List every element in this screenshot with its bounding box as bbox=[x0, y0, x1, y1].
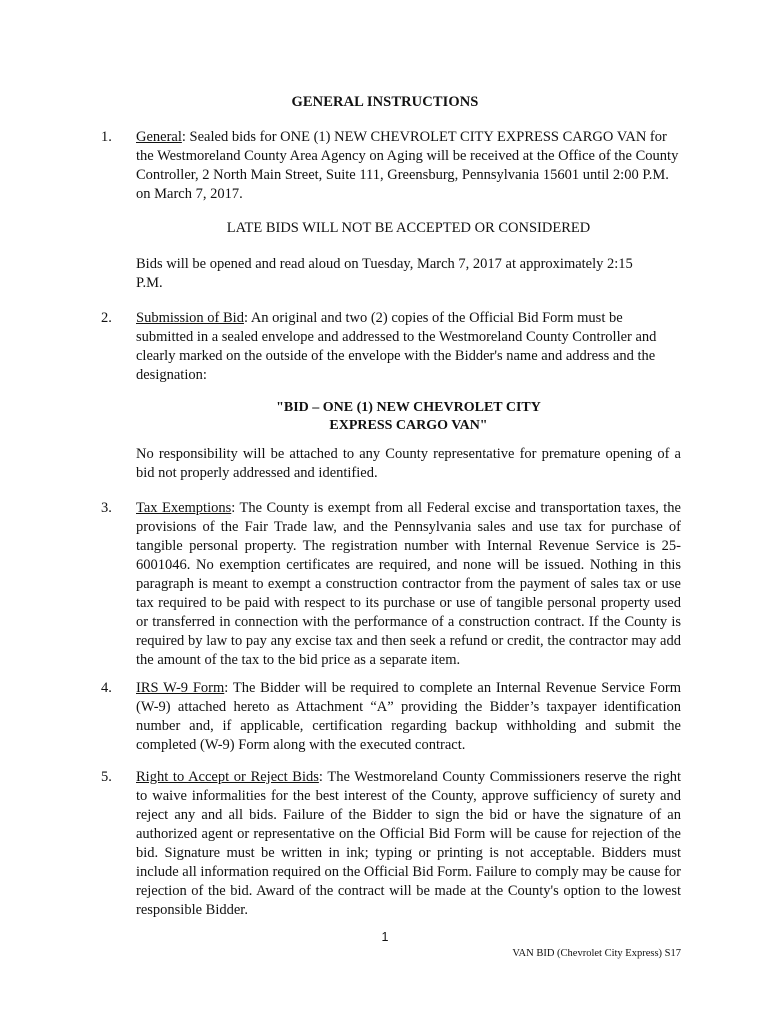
responsibility-text: No responsibility will be attached to any County representative for premature opening of a bid not properly addressed and identified. bbox=[136, 446, 681, 481]
section-body bbox=[136, 768, 681, 920]
bid-designation-line-2: EXPRESS CARGO VAN" bbox=[329, 418, 488, 433]
bid-designation-line-1: "BID – ONE (1) NEW CHEVROLET CITY bbox=[276, 400, 541, 415]
section-number: 3. bbox=[101, 500, 112, 516]
section-number: 4. bbox=[101, 680, 112, 696]
section-heading: General bbox=[136, 129, 182, 145]
page-number: 1 bbox=[381, 930, 389, 944]
section-heading: Submission of Bid bbox=[136, 310, 244, 326]
section-body bbox=[136, 128, 681, 204]
section-heading: Tax Exemptions bbox=[136, 500, 232, 516]
section-text: : The Westmoreland County Commissioners reserve the right to waive informalities for the best interest of the County, approve sufficiency of surety and reject any and all bids. Failure of the Bidder to sign the bid or have the signature of an authorized agent or representative on the Official Bid Form will be cause for rejection of the bid. Signature must be written in ink; typing or printing is not acceptable. Bidders must include all information required on the Official Bid Form. Failure to comply may be cause for rejection of the bid. Award of the contract will be made at the County's option to the lowest responsible Bidder. bbox=[136, 769, 681, 918]
section-heading: Right to Accept or Reject Bids bbox=[136, 769, 319, 785]
section-number: 1. bbox=[101, 129, 112, 145]
section-number: 2. bbox=[101, 310, 112, 326]
footer-reference: VAN BID (Chevrolet City Express) S17 bbox=[512, 948, 681, 959]
section-text: : The County is exempt from all Federal excise and transportation taxes, the provisions of the Fair Trade law, and the Pennsylvania sales and use tax for purchase of tangible personal property. The registration number with Internal Revenue Service is 25-6001046. No exemption certificates are required, and none will be issued. Nothing in this paragraph is meant to exempt a construction contractor from the payment of sales tax or use tax required to be paid with respect to its purchase or use of tangible personal property used or transferred in connection with the performance of a construction contract. If the County is required by law to pay any excise tax and then seek a refund or credit, the contractor may add the amount of the tax to the bid price as a separate item. bbox=[136, 500, 681, 668]
section-body bbox=[136, 679, 681, 755]
page-title: GENERAL INSTRUCTIONS bbox=[291, 94, 479, 110]
section-text: : The Bidder will be required to complete an Internal Revenue Service Form (W-9) attached hereto as Attachment “A” providing the Bidder’s taxpayer identification number and, if applicable, certification regarding backup withholding and submit the completed (W-9) Form along with the executed contract. bbox=[136, 680, 681, 753]
section-heading: IRS W-9 Form bbox=[136, 680, 225, 696]
section-text: : Sealed bids for ONE (1) NEW CHEVROLET CITY EXPRESS CARGO VAN for the Westmoreland County Area Agency on Aging will be received at the Office of the County Controller, 2 North Main Street, Suite 111, Greensburg, Pennsylvania 15601 until 2:00 P.M. on March 7, 2017. bbox=[136, 129, 679, 202]
section-number: 5. bbox=[101, 769, 112, 785]
section-body bbox=[136, 499, 681, 670]
section-text: : An original and two (2) copies of the Official Bid Form must be submitted in a sealed envelope and addressed to the Westmoreland County Controller and clearly marked on the outside of the envelope with the Bidder's name and address and the designation: bbox=[136, 310, 657, 383]
opening-text: Bids will be opened and read aloud on Tuesday, March 7, 2017 at approximately 2:15 P.M. bbox=[136, 256, 633, 291]
late-bids-notice: LATE BIDS WILL NOT BE ACCEPTED OR CONSIDERED bbox=[226, 220, 591, 236]
section-body bbox=[136, 309, 681, 385]
